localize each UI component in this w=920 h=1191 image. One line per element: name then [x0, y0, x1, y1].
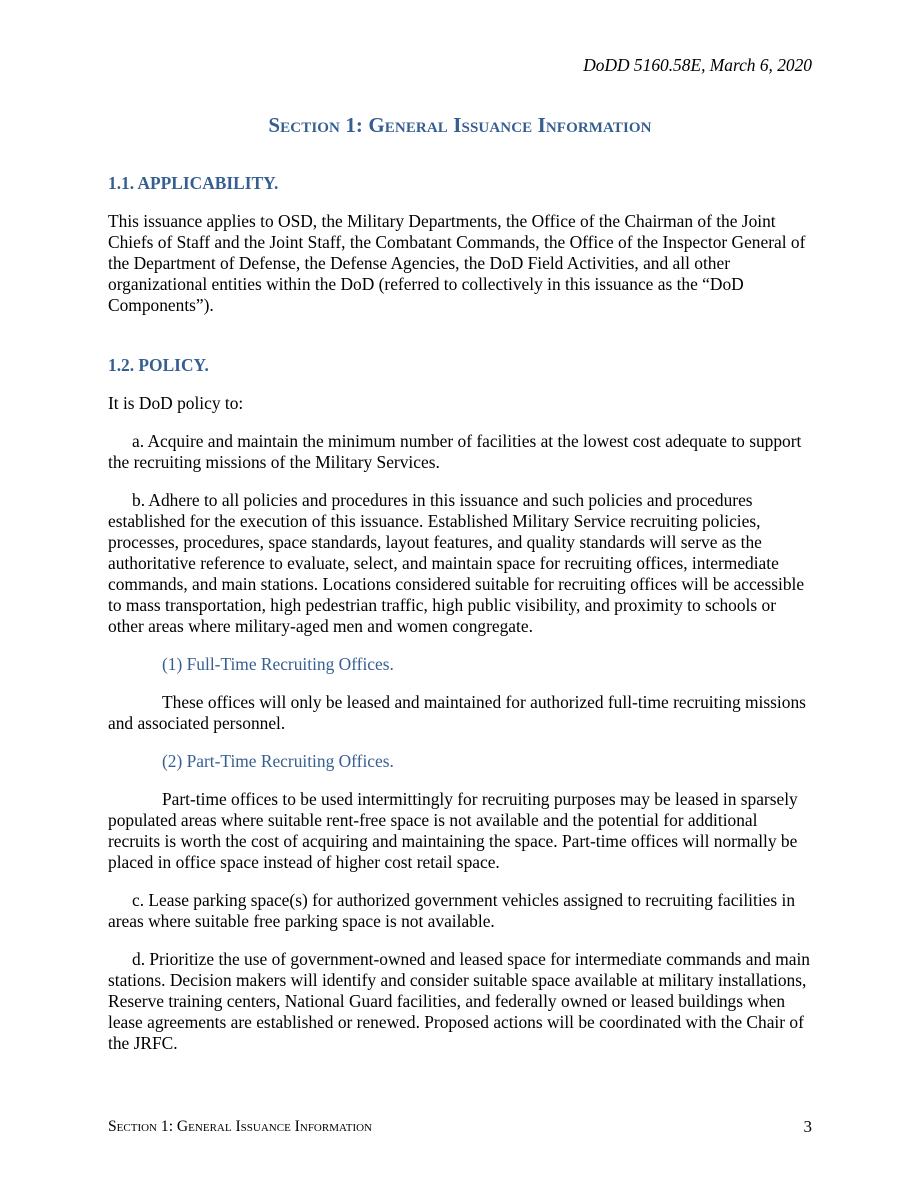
applicability-heading: 1.1. APPLICABILITY.: [108, 173, 279, 193]
policy-heading: 1.2. POLICY.: [108, 355, 209, 375]
policy-item-c: c. Lease parking space(s) for authorized government vehicles assigned to recruiting facilities in areas where suitable free parking space is not available.: [108, 890, 796, 931]
page-content: [108, 173, 813, 1054]
subheading-part-time-offices: (2) Part-Time Recruiting Offices.: [162, 751, 394, 771]
full-time-offices-body: These offices will only be leased and maintained for authorized full-time recruiting missions and associated personnel.: [108, 692, 806, 733]
policy-item-d: d. Prioritize the use of government-owned and leased space for intermediate commands and main stations. Decision makers will identify and consider suitable space available at military installations, Reserve training centers, National Guard facilities, and federally owned or leased buildings when lease agreements are established or renewed. Proposed actions will be coordinated with the Chair of the JRFC.: [108, 949, 811, 1053]
policy-item-a: a. Acquire and maintain the minimum number of facilities at the lowest cost adequate to support the recruiting missions of the Military Services.: [108, 431, 802, 472]
policy-intro: It is DoD policy to:: [108, 393, 244, 413]
footer-section-label: Section 1: General Issuance Information: [108, 1118, 372, 1135]
running-header: DoDD 5160.58E, March 6, 2020: [583, 55, 812, 75]
subheading-full-time-offices: (1) Full-Time Recruiting Offices.: [162, 654, 394, 674]
page-number: 3: [803, 1117, 812, 1136]
applicability-body: This issuance applies to OSD, the Military Departments, the Office of the Chairman of the Joint Chiefs of Staff and the Joint Staff, the Combatant Commands, the Office of the Inspector General of the Department of Defense, the Defense Agencies, the DoD Field Activities, and all other organizational entities within the DoD (referred to collectively in this issuance as the “DoD Components”).: [108, 211, 806, 315]
section-title: Section 1: General Issuance Information: [268, 113, 652, 137]
part-time-offices-body: Part-time offices to be used intermittingly for recruiting purposes may be leased in sparsely populated areas where suitable rent-free space is not available and the potential for additional recruits is worth the cost of acquiring and maintaining the space. Part-time offices will normally be placed in office space instead of higher cost retail space.: [108, 789, 798, 872]
policy-item-b: b. Adhere to all policies and procedures in this issuance and such policies and procedures established for the execution of this issuance. Established Military Service recruiting policies, processes, procedures, space standards, layout features, and quality standards will serve as the authoritative reference to evaluate, select, and maintain space for recruiting offices, intermediate commands, and main stations. Locations considered suitable for recruiting offices will be accessible to mass transportation, high pedestrian traffic, high public visibility, and proximity to schools or other areas where military-aged men and women congregate.: [108, 490, 805, 636]
